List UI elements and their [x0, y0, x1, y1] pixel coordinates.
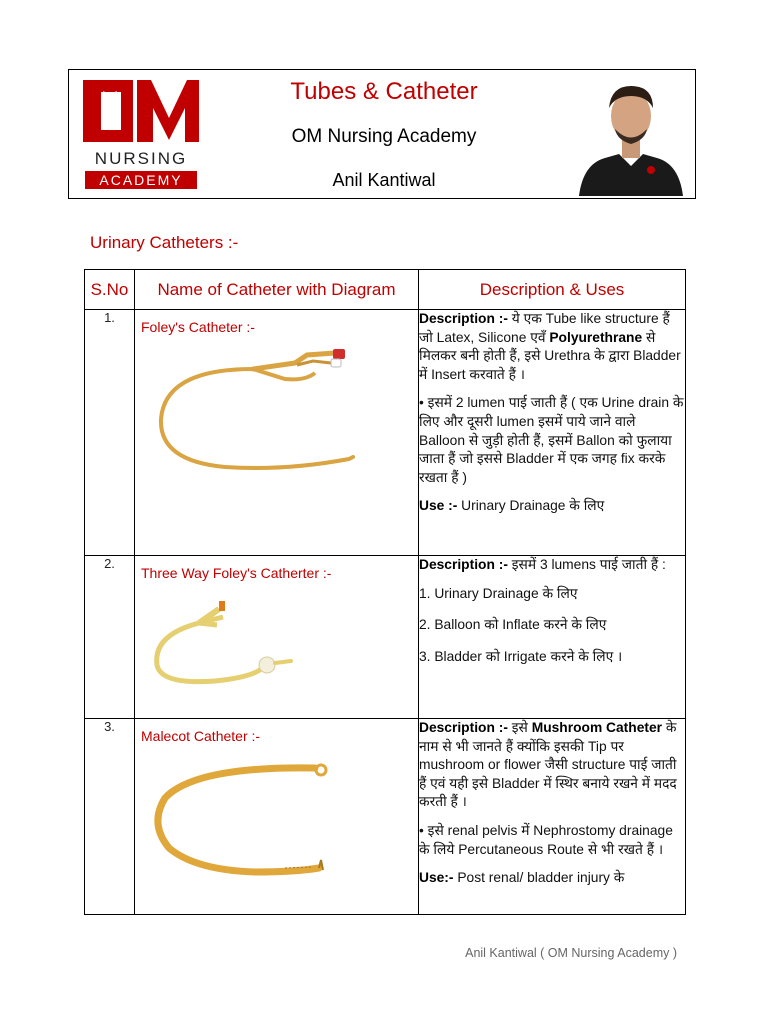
catheter-table [84, 269, 686, 915]
foley-catheter-diagram [135, 339, 419, 489]
table-row [85, 556, 686, 719]
row-sno: 2. [85, 556, 135, 719]
author-name: Anil Kantiwal [332, 170, 436, 190]
description-label: Description :- [419, 311, 508, 326]
description-label: Description :- [419, 557, 508, 572]
document-title: Tubes & Catheter [290, 78, 478, 105]
catheter-name: Foley's Catheter :- [141, 319, 255, 335]
alternate-name: Mushroom Catheter [531, 720, 663, 735]
description-text: इसमें 3 lumens पाई जाती हैं : [507, 557, 666, 572]
page-footer: Anil Kantiwal ( OM Nursing Academy ) [465, 946, 677, 960]
header-name: Name of Catheter with Diagram [135, 270, 419, 310]
header-titles [229, 70, 539, 200]
description-paragraph [419, 310, 685, 384]
header-description: Description & Uses [419, 270, 686, 310]
description-text: ये एक Tube like structure हैं जो Latex, Silicone एवँ [419, 311, 670, 345]
description-label: Description :- [419, 720, 508, 735]
row-description [419, 556, 686, 719]
nephrostomy-note: • इसे renal pelvis में Nephrostomy drainage के लिये Percutaneous Route से भी रखते हैं । [419, 822, 673, 857]
description-paragraph [419, 719, 685, 812]
lumen-item: 3. Bladder को Irrigate करने के लिए । [419, 648, 623, 664]
description-text: के नाम से भी जानते हैं क्योंकि इसकी Tip पर mushroom or flower जैसी structure पाई जाती हैं एवं यही इसे Bladder में स्थिर बनाये रखने में मदद करती हैं । [419, 720, 677, 810]
header-sno: S.No [85, 270, 135, 310]
table-row [85, 719, 686, 915]
use-label: Use:- [419, 870, 454, 886]
document-header [68, 69, 696, 199]
section-title: Urinary Catheters :- [90, 233, 239, 252]
catheter-name: Three Way Foley's Catherter :- [141, 565, 332, 581]
use-text: Urinary Drainage के लिए [457, 498, 605, 514]
table-header-row [85, 270, 686, 310]
use-label: Use :- [419, 498, 458, 514]
malecot-catheter-diagram [135, 748, 419, 898]
row-description [419, 719, 686, 915]
om-nursing-academy-logo [81, 78, 201, 190]
author-photo [575, 74, 687, 196]
description-paragraph [419, 556, 685, 575]
row-sno: 3. [85, 719, 135, 915]
row-description [419, 310, 686, 556]
use-paragraph [419, 869, 685, 888]
lumen-note: • इसमें 2 lumen पाई जाती हैं ( एक Urine drain के लिए और दूसरी lumen इसमें पाये जाने वाले Balloon से जुड़ी होती हैं, इसमें Ballon को फुलाया जाता हैं जो इससे Bladder में एक जगह fix करके रखता हैं ) [419, 395, 684, 485]
svg-text:ACADEMY: ACADEMY [99, 172, 183, 188]
description-text: इसे [507, 720, 532, 735]
academy-name: OM Nursing Academy [291, 126, 477, 147]
three-way-foley-diagram [135, 585, 419, 695]
catheter-name: Malecot Catheter :- [141, 728, 261, 744]
lumen-item: 1. Urinary Drainage के लिए [419, 585, 578, 601]
use-paragraph [419, 497, 685, 516]
lumen-item: 2. Balloon को Inflate करने के लिए [419, 617, 607, 633]
table-row [85, 310, 686, 556]
description-text: से मिलकर बनी होती हैं, इसे Urethra के द्वारा Bladder में Insert करवाते हैं । [419, 329, 681, 382]
svg-text:NURSING: NURSING [94, 149, 188, 168]
row-name-cell [135, 556, 419, 719]
row-name-cell [135, 719, 419, 915]
use-text: Post renal/ bladder injury के [453, 870, 625, 886]
row-name-cell [135, 310, 419, 556]
material-term: Polyurethrane [549, 329, 643, 345]
row-sno: 1. [85, 310, 135, 556]
